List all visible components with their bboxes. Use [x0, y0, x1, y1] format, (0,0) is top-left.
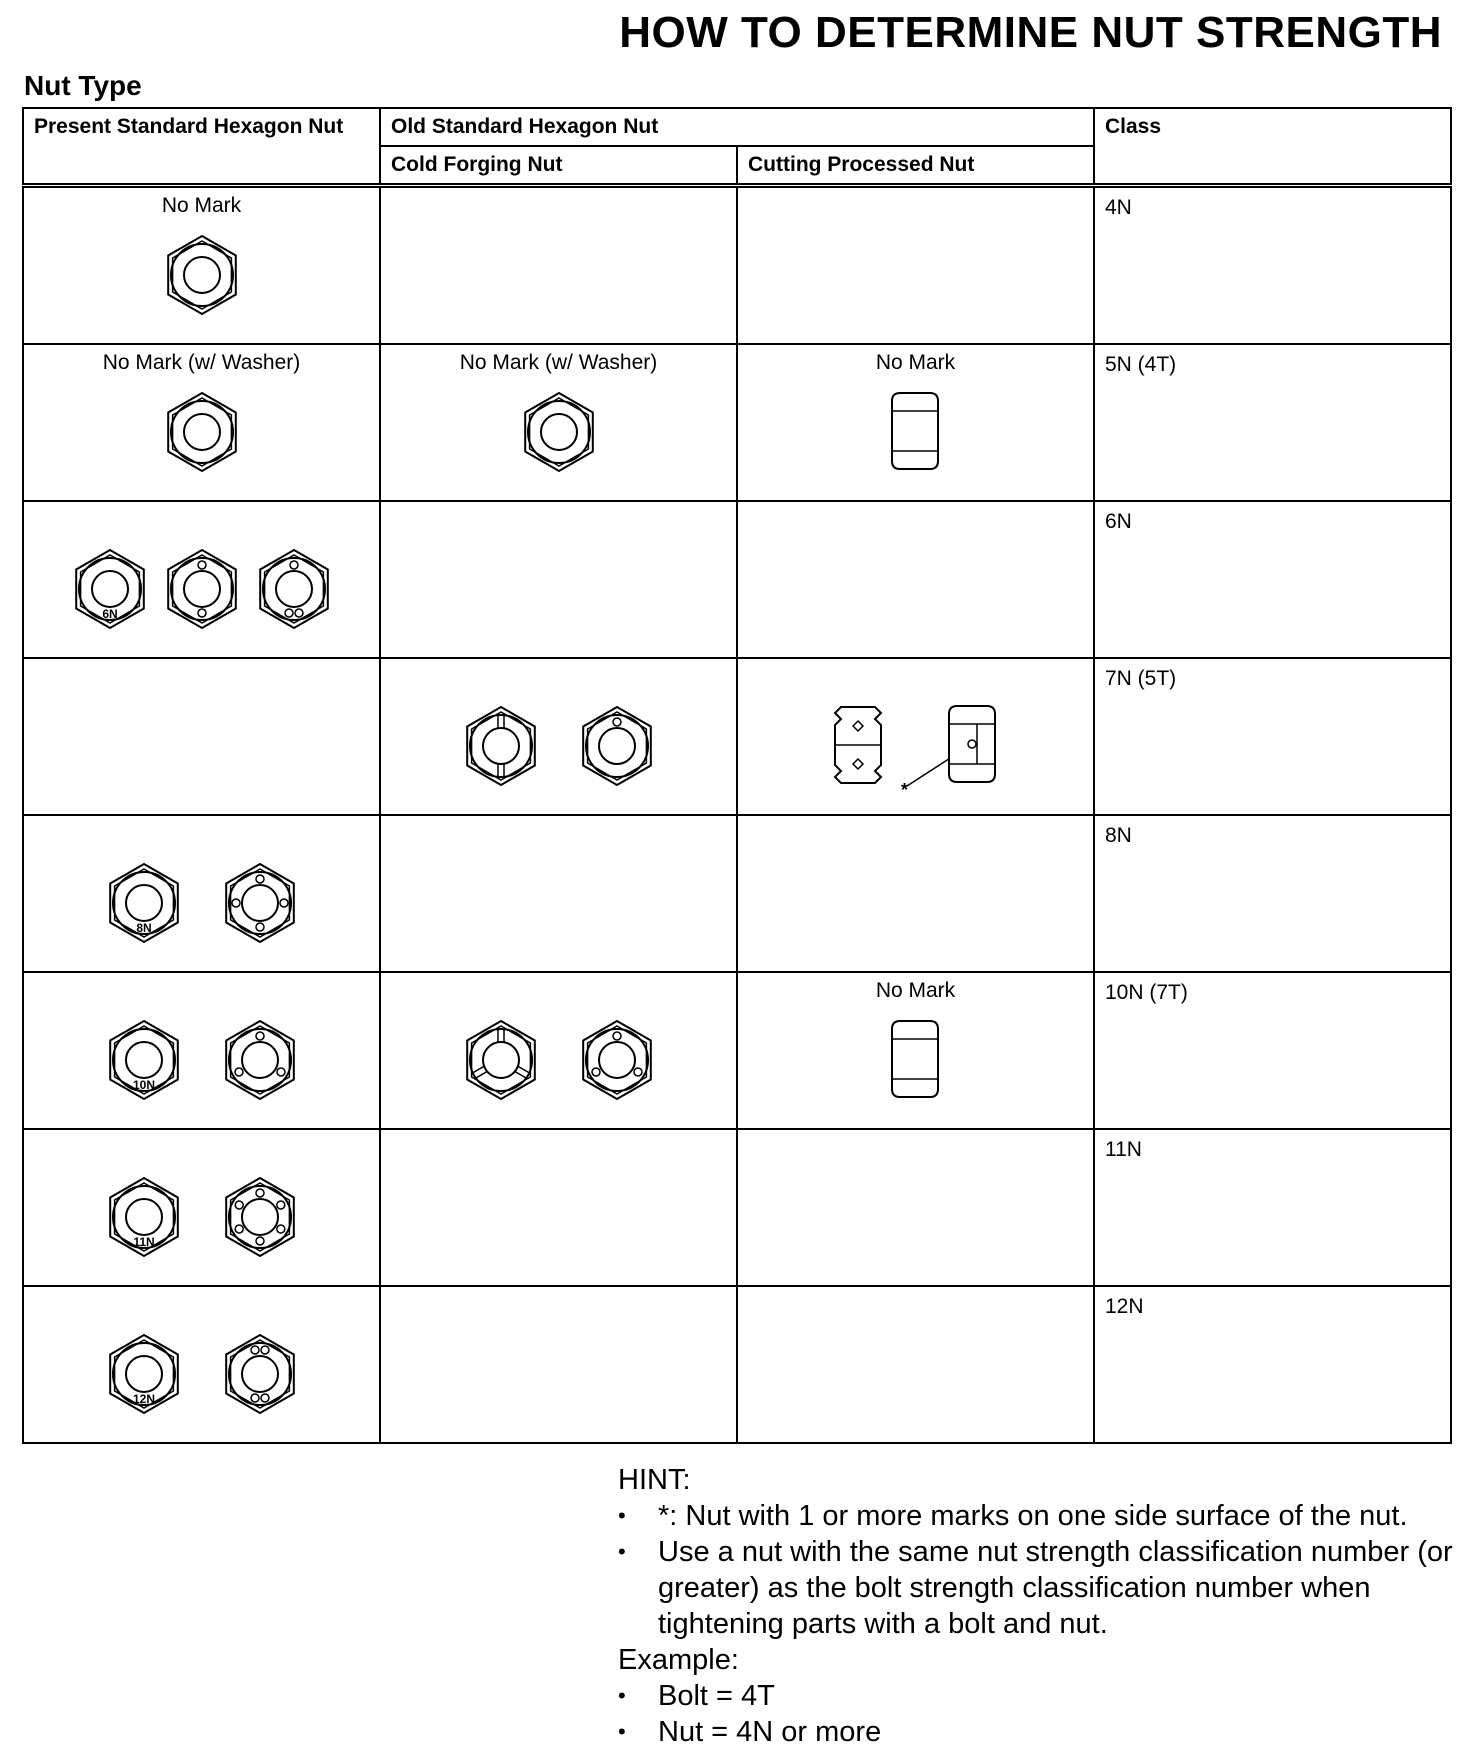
cold-forging-cell — [380, 815, 737, 972]
cold-forging-cell — [380, 344, 737, 501]
cell-label — [738, 659, 1093, 691]
cell-label — [738, 1130, 1093, 1162]
hex-nut-icon — [577, 704, 657, 788]
present-cell — [23, 1129, 380, 1286]
icon-group — [381, 377, 736, 487]
cell-label — [381, 1287, 736, 1319]
cell-label — [381, 816, 736, 848]
cold-forging-cell — [380, 186, 737, 345]
table-body — [23, 186, 1451, 1444]
page-title: HOW TO DETERMINE NUT STRENGTH — [619, 8, 1442, 57]
cell-label: No Mark (w/ Washer) — [102, 351, 301, 374]
hex-nut-icon — [254, 547, 334, 631]
hex-nut-icon — [519, 390, 599, 474]
cutting-processed-cell — [737, 658, 1094, 815]
hex-nut-icon — [220, 1018, 300, 1102]
hint-bullet: • *: Nut with 1 or more marks on one side surface of the nut. — [618, 1498, 1472, 1534]
present-cell — [23, 972, 380, 1129]
class-cell: 7N (5T) — [1094, 658, 1451, 815]
icon-group — [24, 1005, 379, 1115]
table-row — [23, 501, 1451, 658]
class-cell: 11N — [1094, 1129, 1451, 1286]
hex-nut-icon — [220, 1332, 300, 1416]
icon-group — [738, 1162, 1093, 1272]
cell-label — [24, 502, 379, 534]
table-row — [23, 815, 1451, 972]
icon-group — [738, 220, 1093, 330]
class-cell: 6N — [1094, 501, 1451, 658]
cutting-processed-cell — [737, 1129, 1094, 1286]
cutting-processed-cell — [737, 972, 1094, 1129]
cell-label — [381, 188, 736, 220]
header-old: Old Standard Hexagon Nut — [380, 108, 1094, 146]
header-cutting: Cutting Processed Nut — [737, 146, 1094, 186]
icon-group — [738, 691, 1093, 801]
class-cell: 8N — [1094, 815, 1451, 972]
icon-group — [738, 1005, 1093, 1115]
hex-nut-icon — [104, 1332, 184, 1416]
icon-group — [738, 1319, 1093, 1429]
cold-forging-cell — [380, 1286, 737, 1443]
icon-group — [24, 377, 379, 487]
nut-mark-text: 12N — [132, 1392, 155, 1406]
nut-side-icon — [888, 1017, 944, 1103]
hex-nut-icon — [162, 390, 242, 474]
icon-group — [738, 534, 1093, 644]
hex-nut-icon — [220, 1175, 300, 1259]
icon-group — [24, 220, 379, 330]
cell-label: No Mark — [161, 194, 242, 217]
icon-group — [381, 848, 736, 958]
cell-label — [738, 1287, 1093, 1319]
cell-label — [24, 973, 379, 1005]
hex-nut-icon — [104, 861, 184, 945]
nut-mark-text: 8N — [135, 921, 152, 935]
cell-label — [24, 1287, 379, 1319]
present-cell — [23, 186, 380, 345]
icon-group — [381, 691, 736, 801]
cutting-processed-cell — [737, 186, 1094, 345]
cell-label: No Mark — [875, 351, 956, 374]
cell-label — [381, 659, 736, 691]
cutting-processed-cell — [737, 344, 1094, 501]
cutting-processed-cell — [737, 501, 1094, 658]
nut-side-icon — [888, 389, 944, 475]
cell-label — [24, 659, 379, 691]
icon-group — [381, 534, 736, 644]
icon-group — [24, 1162, 379, 1272]
cold-forging-cell — [380, 1129, 737, 1286]
section-label: Nut Type — [24, 70, 142, 101]
icon-group — [24, 848, 379, 958]
hint-section — [618, 1462, 1472, 1750]
example-heading: Example: — [618, 1644, 739, 1676]
hex-nut-icon — [162, 233, 242, 317]
cutting-processed-cell — [737, 815, 1094, 972]
hex-nut-icon — [162, 547, 242, 631]
example-list — [618, 1678, 1472, 1750]
hex-nut-icon — [70, 547, 150, 631]
hex-nut-icon — [461, 1018, 541, 1102]
cell-label: No Mark (w/ Washer) — [459, 351, 658, 374]
table-row — [23, 658, 1451, 815]
cell-label — [738, 816, 1093, 848]
cold-forging-cell — [380, 972, 737, 1129]
cell-label — [738, 188, 1093, 220]
cell-label — [24, 1130, 379, 1162]
hint-list — [618, 1498, 1472, 1642]
header-present: Present Standard Hexagon Nut — [23, 108, 380, 186]
hex-nut-icon — [104, 1175, 184, 1259]
cell-label — [381, 502, 736, 534]
cold-forging-cell — [380, 501, 737, 658]
table-row — [23, 344, 1451, 501]
header-class: Class — [1094, 108, 1451, 186]
icon-group — [24, 534, 379, 644]
class-cell: 10N (7T) — [1094, 972, 1451, 1129]
cutting-processed-cell — [737, 1286, 1094, 1443]
icon-group — [381, 1005, 736, 1115]
icon-group — [738, 848, 1093, 958]
cell-label: No Mark — [875, 979, 956, 1002]
icon-group — [24, 1319, 379, 1429]
nut-mark-text: 6N — [101, 607, 118, 621]
hex-nut-icon — [104, 1018, 184, 1102]
example-bullet: • Bolt = 4T — [618, 1678, 1472, 1714]
icon-group — [381, 1162, 736, 1272]
cell-label — [738, 502, 1093, 534]
hex-nut-icon — [220, 861, 300, 945]
table-row — [23, 972, 1451, 1129]
table-row — [23, 1129, 1451, 1286]
cell-label — [24, 816, 379, 848]
icon-group — [738, 377, 1093, 487]
icon-group — [24, 691, 379, 801]
hex-nut-icon — [461, 704, 541, 788]
hex-nut-icon — [577, 1018, 657, 1102]
hint-bullet: • Use a nut with the same nut strength classification number (or greater) as the bolt strength classification number when tightening parts with a bolt and nut. — [618, 1534, 1472, 1642]
table-row — [23, 186, 1451, 345]
class-cell: 5N (4T) — [1094, 344, 1451, 501]
cell-label — [381, 1130, 736, 1162]
cell-label — [381, 973, 736, 1005]
nut-side-marked-icon — [891, 698, 1001, 794]
cold-forging-cell — [380, 658, 737, 815]
header-cold: Cold Forging Nut — [380, 146, 737, 186]
icon-group — [381, 220, 736, 330]
present-cell — [23, 658, 380, 815]
class-cell: 4N — [1094, 186, 1451, 345]
nut-mark-text: 11N — [132, 1235, 155, 1249]
present-cell — [23, 501, 380, 658]
example-bullet: • Nut = 4N or more — [618, 1714, 1472, 1750]
asterisk-mark: * — [900, 780, 908, 794]
nut-mark-text: 10N — [132, 1078, 155, 1092]
class-cell: 12N — [1094, 1286, 1451, 1443]
icon-group — [381, 1319, 736, 1429]
present-cell — [23, 344, 380, 501]
hint-heading: HINT: — [618, 1464, 691, 1496]
nut-side-icon — [831, 703, 887, 789]
present-cell — [23, 1286, 380, 1443]
table-row — [23, 1286, 1451, 1443]
nut-strength-table — [22, 107, 1452, 1444]
present-cell — [23, 815, 380, 972]
